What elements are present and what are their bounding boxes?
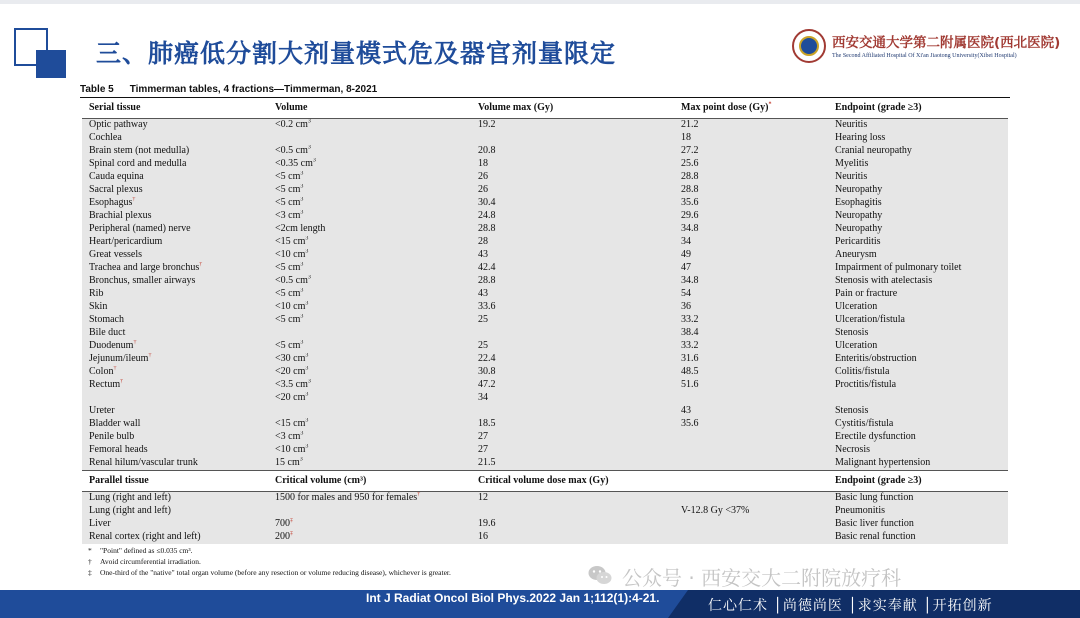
table-cell-point: 47 (681, 262, 691, 273)
header-cell: Volume max (Gy) (471, 98, 674, 119)
table-cell-point: 38.4 (681, 327, 699, 338)
table-cell-point (674, 457, 828, 471)
table-row (82, 531, 1008, 544)
table-cell-vmax: 19.6 (478, 518, 496, 529)
hospital-english-name: The Second Affiliated Hospital Of Xi'an Jiaotong University(Xibei Hospital) (832, 53, 1017, 59)
table-cell-point (674, 431, 828, 444)
header-cell: Endpoint (grade ≥3) (828, 98, 1008, 119)
table-cell-tissue: Femoral heads (89, 444, 148, 455)
table-cell-vmax: 12 (478, 492, 488, 503)
table-cell-tissue: Jejunum/ileum† (89, 353, 152, 364)
watermark-text: 公众号 · 西安交大二附院放疗科 (622, 566, 902, 590)
serial-header-row (82, 98, 1008, 119)
table-cell-point: 33.2 (681, 340, 699, 351)
table-cell-tissue: Trachea and large bronchus† (89, 262, 203, 273)
table-cell-endpoint: Enteritis/obstruction (835, 353, 917, 364)
table-cell-endpoint: Neuropathy (835, 184, 883, 195)
hospital-name: 西安交通大学第二附属医院(西北医院) (832, 35, 1061, 51)
table-row (82, 171, 1008, 184)
table-cell-vmax (471, 327, 674, 340)
table-cell-point: 31.6 (681, 353, 699, 364)
parallel-header-row (82, 471, 1008, 492)
table-cell-endpoint: Stenosis with atelectasis (835, 275, 933, 286)
table-cell-endpoint: Ulceration (835, 340, 878, 351)
table-cell-endpoint: Basic lung function (835, 492, 914, 503)
table-cell-point: V-12.8 Gy <37% (681, 505, 750, 516)
table-cell-vmax: 47.2 (478, 379, 496, 390)
table-cell-tissue: Cauda equina (89, 171, 144, 182)
header-cell: Max point dose (Gy)* (674, 98, 828, 119)
table-cell-tissue: Skin (89, 301, 108, 312)
table-cell-vmax: 25 (478, 340, 488, 351)
table-grid (82, 98, 1008, 544)
table-cell-volume: <10 $cm^3$ (275, 301, 309, 312)
table-cell-endpoint: Cranial neuropathy (835, 145, 912, 156)
table-cell-point: 43 (681, 405, 691, 416)
dose-constraints-table (80, 83, 1010, 577)
table-cell-tissue: Heart/pericardium (89, 236, 163, 247)
table-cell-tissue (82, 392, 268, 405)
table-cell-vmax: 25 (478, 314, 488, 325)
table-cell-point: 51.6 (681, 379, 699, 390)
table-cell-tissue: Penile bulb (89, 431, 135, 442)
table-cell-vmax: 19.2 (478, 119, 496, 130)
table-row (82, 327, 1008, 340)
table-cell-vmax: 24.8 (478, 210, 496, 221)
table-cell-point: 34.8 (681, 223, 699, 234)
table-cell-tissue: Bronchus, smaller airways (89, 275, 196, 286)
table-cell-endpoint: Impairment of pulmonary toilet (835, 262, 962, 273)
table-cell-volume: <15 $cm^3$ (275, 418, 309, 429)
table-row (82, 431, 1008, 444)
table-cell-volume: 1500 for males and 950 for females† (275, 491, 421, 503)
table-cell-point: 34.8 (681, 275, 699, 286)
table-cell-point: 35.6 (681, 197, 699, 208)
table-row (82, 505, 1008, 518)
table-cell-vmax: 30.8 (478, 366, 496, 377)
table-row (82, 492, 1008, 506)
serial-rows (82, 119, 1008, 471)
table-cell-endpoint: Ulceration/fistula (835, 314, 905, 325)
table-cell-endpoint: Pain or fracture (835, 288, 898, 299)
table-cell-point (674, 444, 828, 457)
table-cell-volume: <2cm length (275, 223, 326, 234)
table-cell-volume: <5 $cm^3$ (275, 171, 304, 182)
table-cell-tissue: Duodenum† (89, 340, 137, 351)
slide-title: 三、肺癌低分割大剂量模式危及器官剂量限定 (96, 39, 617, 68)
table-cell-point: 25.6 (681, 158, 699, 169)
table-cell-tissue: Rib (89, 288, 104, 299)
table-cell-tissue: Bile duct (89, 327, 126, 338)
table-row (82, 210, 1008, 223)
table-cell-tissue: Brachial plexus (89, 210, 152, 221)
table-row (82, 223, 1008, 236)
table-cell-endpoint: Aneurysm (835, 249, 877, 260)
header-cell: Endpoint (grade ≥3) (828, 471, 1008, 492)
table-cell-point (674, 531, 828, 544)
table-cell-volume: <20 $cm^3$ (275, 366, 309, 377)
table-cell-volume: <0.2 $cm^3$ (275, 118, 311, 130)
table-cell-volume: <5 $cm^3$ (275, 314, 304, 325)
table-cell-endpoint: Esophagitis (835, 197, 882, 208)
citation: Int J Radiat Oncol Biol Phys.2022 Jan 1;112(1):4-21. (366, 591, 660, 605)
header-cell: Critical volume (cm³) (268, 471, 471, 492)
table-cell-volume: 15 $cm^3$ (275, 457, 303, 468)
header-cell: Parallel tissue (82, 471, 268, 492)
table-cell-point: 49 (681, 249, 691, 260)
wechat-icon (588, 564, 612, 586)
table-row (82, 119, 1008, 133)
table-cell-volume: <3 $cm^3$ (275, 431, 304, 442)
table-cell-volume: <20 $cm^3$ (275, 392, 309, 403)
table-cell-volume: 200‡ (275, 531, 293, 542)
table-cell-endpoint: Necrosis (835, 444, 870, 455)
table-cell-volume (268, 132, 471, 145)
table-cell-volume: <0.5 $cm^3$ (275, 145, 311, 156)
top-strip (0, 0, 1080, 4)
table-cell-point: 36 (681, 301, 691, 312)
table-cell-endpoint: Cystitis/fistula (835, 418, 894, 429)
table-cell-vmax: 43 (478, 249, 488, 260)
table-cell-volume: <5 $cm^3$ (275, 340, 304, 351)
table-cell-volume: <5 $cm^3$ (275, 262, 304, 273)
table-cell-point: 28.8 (681, 184, 699, 195)
table-cell-tissue: Stomach (89, 314, 124, 325)
table-row (82, 184, 1008, 197)
table-cell-endpoint: Hearing loss (835, 132, 886, 143)
table-cell-point: 33.2 (681, 314, 699, 325)
table-row (82, 236, 1008, 249)
table-cell-point: 34 (681, 236, 691, 247)
table-row (82, 379, 1008, 392)
table-cell-endpoint: Neuropathy (835, 210, 883, 221)
table-row (82, 366, 1008, 379)
table-cell-volume: <3 $cm^3$ (275, 210, 304, 221)
table-cell-point: 28.8 (681, 171, 699, 182)
table-cell-vmax: 28.8 (478, 223, 496, 234)
table-cell-vmax: 28.8 (478, 275, 496, 286)
table-cell-volume: <5 $cm^3$ (275, 197, 304, 208)
header-cell: Serial tissue (82, 98, 268, 119)
table-cell-endpoint: Basic liver function (835, 518, 914, 529)
table-cell-vmax: 27 (478, 444, 488, 455)
table-row (82, 457, 1008, 471)
table-cell-volume: <3.5 $cm^3$ (275, 379, 311, 390)
table-cell-tissue: Ureter (89, 405, 115, 416)
hospital-motto: 仁心仁术 │尚德尚医 │求实奉献 │开拓创新 (708, 598, 993, 614)
table-cell-vmax (471, 505, 674, 518)
table-cell-vmax: 22.4 (478, 353, 496, 364)
table-number: Table 5 (80, 84, 114, 95)
table-cell-endpoint: Pericarditis (835, 236, 881, 247)
table-cell-point: 29.6 (681, 210, 699, 221)
table-cell-volume (268, 405, 471, 418)
table-cell-endpoint: Erectile dysfunction (835, 431, 916, 442)
table-cell-tissue: Renal cortex (right and left) (89, 531, 201, 542)
table-cell-endpoint: Colitis/fistula (835, 366, 890, 377)
table-cell-vmax: 33.6 (478, 301, 496, 312)
table-cell-tissue: Optic pathway (89, 119, 148, 130)
table-cell-point: 21.2 (681, 119, 699, 130)
table-cell-tissue: Rectum† (89, 379, 124, 390)
table-cell-tissue: Esophagus† (89, 197, 136, 208)
table-cell-vmax: 21.5 (478, 457, 496, 468)
table-cell-endpoint: Pneumonitis (835, 505, 886, 516)
table-cell-endpoint: Stenosis (835, 405, 869, 416)
table-cell-endpoint: Neuritis (835, 171, 868, 182)
table-row (82, 158, 1008, 171)
hospital-seal-icon (792, 29, 826, 63)
table-cell-volume: <0.5 $cm^3$ (275, 275, 311, 286)
table-cell-vmax: 43 (478, 288, 488, 299)
table-cell-volume: <0.35 $cm^3$ (275, 158, 316, 169)
table-cell-vmax: 34 (478, 392, 488, 403)
table-cell-point: 54 (681, 288, 691, 299)
footnote: † Avoid circumferential irradiation. (88, 557, 201, 566)
table-cell-tissue: Great vessels (89, 249, 143, 260)
table-row (82, 353, 1008, 366)
table-cell-volume: 700‡ (275, 518, 293, 529)
table-row (82, 262, 1008, 275)
table-row (82, 197, 1008, 210)
table-cell-volume: <15 $cm^3$ (275, 236, 309, 247)
table-cell-endpoint (828, 392, 1008, 405)
table-cell-endpoint: Neuropathy (835, 223, 883, 234)
table-row (82, 444, 1008, 457)
header-cell: Critical volume dose max (Gy) (471, 471, 674, 492)
table-cell-endpoint: Ulceration (835, 301, 878, 312)
table-cell-vmax: 16 (478, 531, 488, 542)
table-cell-point: 27.2 (681, 145, 699, 156)
table-cell-tissue: Sacral plexus (89, 184, 143, 195)
table-cell-point: 35.6 (681, 418, 699, 429)
table-cell-endpoint: Neuritis (835, 119, 868, 130)
table-cell-endpoint: Malignant hypertension (835, 457, 931, 468)
table-cell-volume: <5 $cm^3$ (275, 288, 304, 299)
table-cell-volume (268, 505, 471, 518)
header-cell (674, 471, 828, 492)
table-cell-vmax: 30.4 (478, 197, 496, 208)
table-cell-vmax: 18.5 (478, 418, 496, 429)
table-cell-vmax: 28 (478, 236, 488, 247)
table-row (82, 518, 1008, 531)
table-row (82, 301, 1008, 314)
title-decoration-square (36, 50, 66, 78)
table-cell-tissue: Renal hilum/vascular trunk (89, 457, 198, 468)
table-cell-point (674, 492, 828, 506)
table-row (82, 132, 1008, 145)
table-title: Timmerman tables, 4 fractions—Timmerman, 8-2021 (129, 84, 378, 95)
table-cell-point (674, 392, 828, 405)
table-cell-volume: <10 $cm^3$ (275, 249, 309, 260)
table-row (82, 418, 1008, 431)
table-caption (80, 83, 1010, 98)
table-cell-vmax: 20.8 (478, 145, 496, 156)
table-cell-tissue: Liver (89, 518, 111, 529)
table-cell-tissue: Peripheral (named) nerve (89, 223, 191, 234)
table-cell-vmax: 26 (478, 184, 488, 195)
table-row (82, 340, 1008, 353)
table-cell-endpoint: Myelitis (835, 158, 869, 169)
table-row (82, 392, 1008, 405)
table-cell-volume: <5 $cm^3$ (275, 184, 304, 195)
table-cell-tissue: Lung (right and left) (89, 505, 171, 516)
table-cell-endpoint: Proctitis/fistula (835, 379, 897, 390)
table-cell-endpoint: Stenosis (835, 327, 869, 338)
table-cell-point: 48.5 (681, 366, 699, 377)
table-row (82, 288, 1008, 301)
table-cell-vmax: 27 (478, 431, 488, 442)
table-cell-tissue: Brain stem (not medulla) (89, 145, 190, 156)
table-row (82, 249, 1008, 262)
table-row (82, 314, 1008, 327)
footnote: * "Point" defined as ≤0.035 cm³. (88, 546, 193, 555)
table-cell-tissue: Cochlea (89, 132, 122, 143)
table-cell-volume (268, 327, 471, 340)
hospital-logo (792, 27, 1076, 71)
table-cell-tissue: Lung (right and left) (89, 492, 171, 503)
table-cell-vmax: 18 (478, 158, 488, 169)
table-cell-point (674, 518, 828, 531)
header-cell: Volume (268, 98, 471, 119)
table-cell-vmax (471, 132, 674, 145)
table-cell-vmax: 42.4 (478, 262, 496, 273)
table-cell-vmax (471, 405, 674, 418)
table-cell-vmax: 26 (478, 171, 488, 182)
table-row (82, 275, 1008, 288)
table-cell-tissue: Spinal cord and medulla (89, 158, 187, 169)
footnote: ‡ One-third of the "native" total organ volume (before any resection or volume reducing disease), whichever is greater. (88, 568, 451, 577)
table-cell-point: 18 (681, 132, 691, 143)
table-row (82, 145, 1008, 158)
table-cell-tissue: Colon† (89, 366, 117, 377)
parallel-rows (82, 492, 1008, 545)
table-cell-volume: <30 $cm^3$ (275, 353, 309, 364)
table-cell-tissue: Bladder wall (89, 418, 141, 429)
table-cell-volume: <10 $cm^3$ (275, 444, 309, 455)
table-cell-endpoint: Basic renal function (835, 531, 916, 542)
table-row (82, 405, 1008, 418)
